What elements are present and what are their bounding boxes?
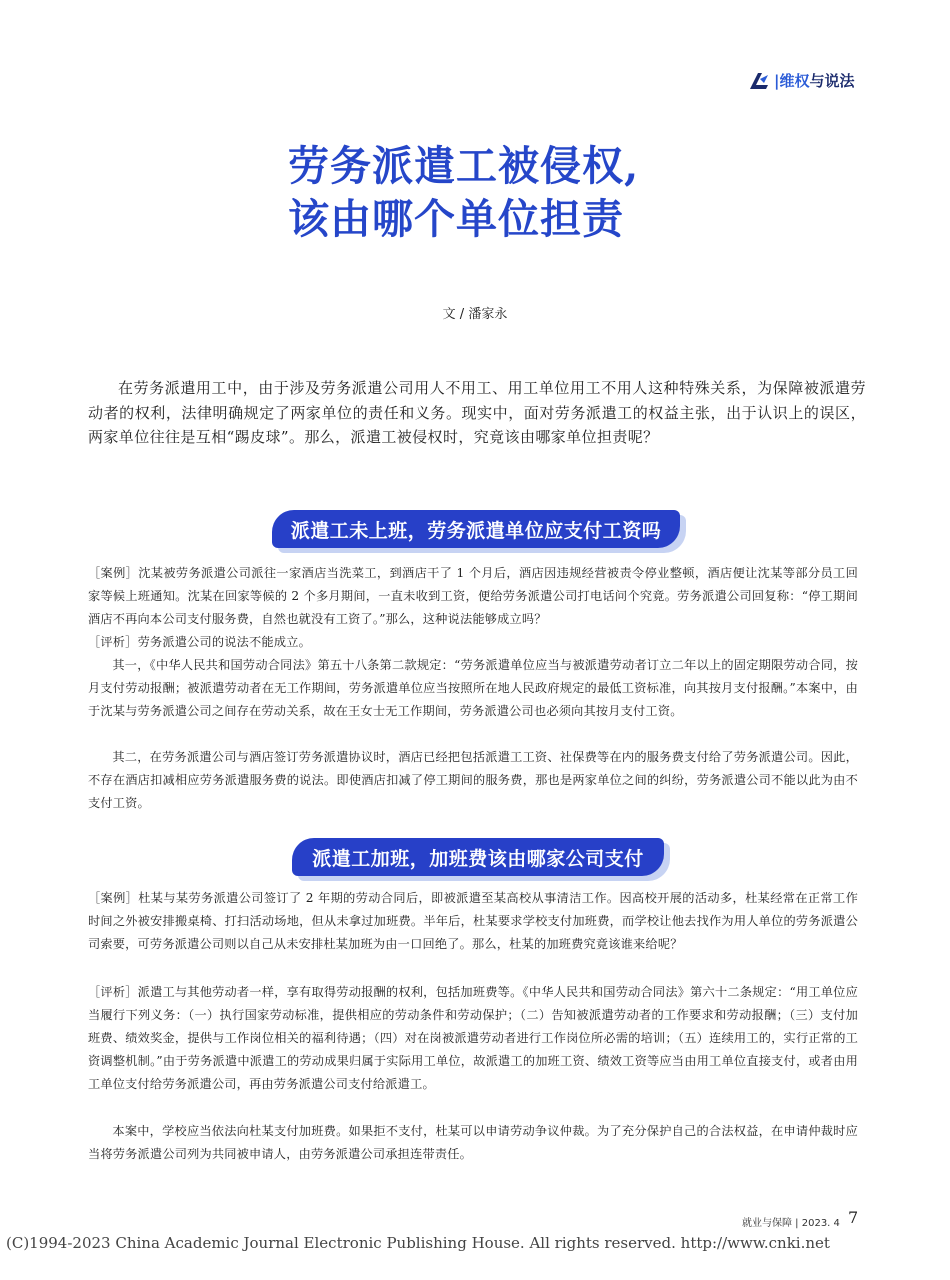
review-tag: ［评析］ — [88, 985, 138, 999]
section-2-heading — [292, 838, 664, 876]
section-2-review — [88, 981, 858, 1096]
intro-paragraph: 在劳务派遣用工中，由于涉及劳务派遣公司用人不用工、用工单位用工不用人这种特殊关系，为保障被派遣劳动者的权利，法律明确规定了两家单位的责任和义务。现实中，面对劳务派遣工的权益主张，出于认识上的误区，两家单位往往是互相“踢皮球”。那么，派遣工被侵权时，究竟该由哪家单位担责呢？ — [88, 379, 866, 446]
footer-journal: 就业与保障 | 2023. 4 — [742, 1218, 840, 1229]
section-1-paragraph-1: 其一，《中华人民共和国劳动合同法》第五十八条第二款规定：“劳务派遣单位应当与被派遣劳动者订立二年以上的固定期限劳动合同，按月支付劳动报酬；被派遣劳动者在无工作期间，劳务派遣单位应当按照所在地人民政府规定的最低工资标准，向其按月支付报酬。”本案中，由于沈某与劳务派遣公司之间存在劳动关系，故在王女士无工作期间，劳务派遣公司也必须向其按月支付工资。 — [88, 658, 858, 718]
header-section-suffix: 与说法 — [809, 72, 855, 90]
article-title — [288, 140, 639, 246]
review-text: 派遣工与其他劳动者一样，享有取得劳动报酬的权利，包括加班费等。《中华人民共和国劳动合同法》第六十二条规定：“用工单位应当履行下列义务：（一）执行国家劳动标准，提供相应的劳动条件和劳动保护；（二）告知被派遣劳动者的工作要求和劳动报酬；（三）支付加班费、绩效奖金，提供与工作岗位相关的福利待遇；（四）对在岗被派遣劳动者进行工作岗位所必需的培训；（五）连续用工的，实行正常的工资调整机制。”由于劳务派遣中派遣工的劳动成果归属于实际用工单位，故派遣工的加班工资、绩效工资等应当由用工单位直接支付，或者由用工单位支付给劳务派遣公司，再由劳务派遣公司支付给派遣工。 — [88, 985, 858, 1091]
review-text: 劳务派遣公司的说法不能成立。 — [137, 635, 311, 649]
section-2-heading-text: 派遣工加班，加班费该由哪家公司支付 — [312, 847, 644, 870]
section-1-case — [88, 562, 858, 631]
section-1-review — [88, 631, 858, 654]
case-tag: ［案例］ — [88, 566, 139, 580]
header-section-prefix: 维权 — [779, 72, 810, 90]
section-1-heading — [272, 510, 680, 548]
byline: 文 / 潘家永 — [442, 307, 508, 322]
copyright-notice: (C)1994-2023 China Academic Journal Electronic Publishing House. All rights reserved. http://www.cnki.net — [6, 1234, 830, 1252]
review-tag: ［评析］ — [88, 635, 138, 649]
section-2-paragraph-1: 本案中，学校应当依法向杜某支付加班费。如果拒不支付，杜某可以申请劳动争议仲裁。为了充分保护自己的合法权益，在申请仲裁时应当将劳务派遣公司列为共同被申请人，由劳务派遣公司承担连带责任。 — [88, 1124, 858, 1161]
section-logo-icon — [748, 71, 770, 91]
case-text: 沈某被劳务派遣公司派往一家酒店当洗菜工，到酒店干了 1 个月后，酒店因违规经营被责令停业整顿，酒店便让沈某等部分员工回家等候上班通知。沈某在回家等候的 2 个多月期间，一直未收到工资，便给劳务派遣公司打电话问个究竟。劳务派遣公司回复称：“停工期间酒店不再向本公司支付服务费，自然也就没有工资了。”那么，这种说法能够成立吗？ — [88, 566, 858, 626]
case-tag: ［案例］ — [88, 891, 139, 905]
header-section-label — [748, 70, 855, 91]
section-2-case — [88, 887, 858, 956]
case-text: 杜某与某劳务派遣公司签订了 2 年期的劳动合同后，即被派遣至某高校从事清洁工作。因高校开展的活动多，杜某经常在正常工作时间之外被安排搬桌椅、打扫活动场地，但从未拿过加班费。半年后，杜某要求学校支付加班费，而学校让他去找作为用人单位的劳务派遣公司索要，可劳务派遣公司则以自己从未安排杜某加班为由一口回绝了。那么，杜某的加班费究竟该谁来给呢？ — [88, 891, 858, 951]
title-line-1: 劳务派遣工被侵权, — [288, 142, 640, 190]
title-line-2: 该由哪个单位担责 — [288, 195, 624, 243]
section-1-paragraph-2: 其二，在劳务派遣公司与酒店签订劳务派遣协议时，酒店已经把包括派遣工工资、社保费等在内的服务费支付给了劳务派遣公司。因此，不存在酒店扣减相应劳务派遣服务费的说法。即使酒店扣减了停工期间的服务费，那也是两家单位之间的纠纷，劳务派遣公司不能以此为由不支付工资。 — [88, 750, 858, 810]
section-1-heading-text: 派遣工未上班，劳务派遣单位应支付工资吗 — [290, 519, 662, 542]
header-separator: | — [774, 72, 780, 90]
page-number: 7 — [848, 1208, 859, 1227]
